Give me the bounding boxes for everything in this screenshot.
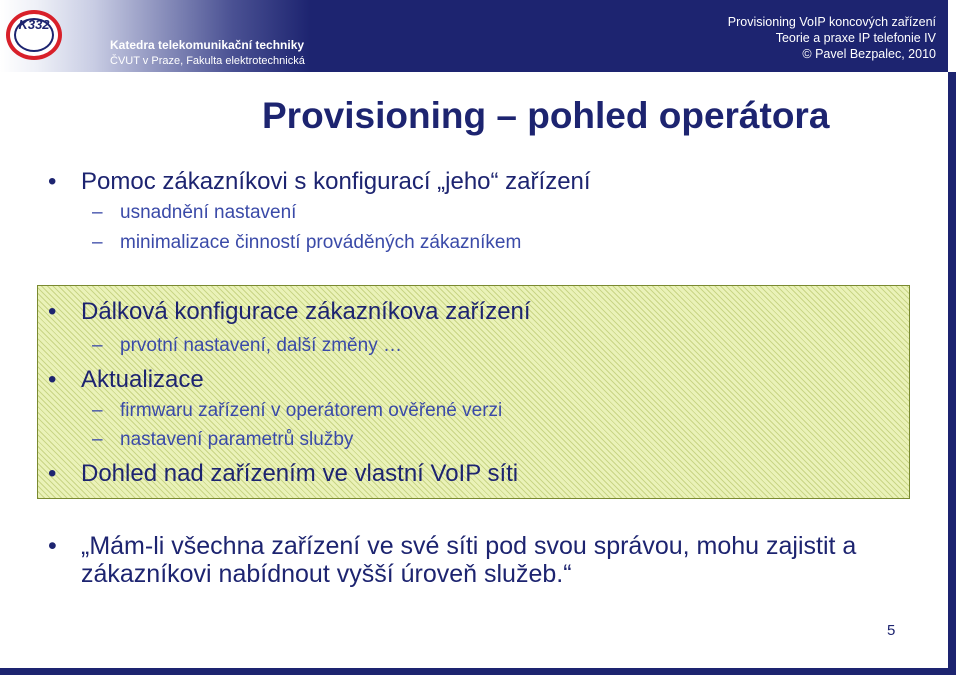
slide-title: Provisioning – pohled operátora [262, 95, 830, 136]
department-name: Katedra telekomunikační techniky [110, 38, 305, 52]
bullet-icon: • [48, 168, 57, 195]
course-subtitle: Teorie a praxe IP telefonie IV [775, 31, 936, 45]
course-info [728, 14, 936, 62]
dash-icon: – [92, 335, 103, 356]
faculty-name: ČVUT v Praze, Fakulta elektrotechnická [110, 55, 305, 67]
sub-bullet-text: prvotní nastavení, další změny … [120, 335, 402, 356]
right-edge-bar [948, 72, 956, 675]
sub-bullet-text: firmwaru zařízení v operátorem ověřené verzi [120, 400, 503, 421]
sub-bullet-text: nastavení parametrů služby [120, 429, 354, 450]
page-number: 5 [887, 622, 896, 639]
quote-text: „Mám-li všechna zařízení ve své síti pod svou správou, mohu zajistit a zákazníkovi nabídnout vyšší úroveň služeb.“ [81, 532, 857, 588]
bullet-icon: • [48, 532, 57, 560]
copyright: © Pavel Bezpalec, 2010 [802, 47, 936, 61]
logo-text: K332 [18, 17, 50, 32]
bullet-icon: • [48, 366, 57, 393]
bullet-text: Dohled nad zařízením ve vlastní VoIP síti [81, 460, 519, 487]
dash-icon: – [92, 232, 103, 253]
header-bar [0, 0, 948, 72]
sub-bullet-text: minimalizace činností prováděných zákazníkem [120, 232, 522, 253]
bullet-text: Aktualizace [81, 366, 204, 393]
dash-icon: – [92, 202, 103, 223]
bullet-icon: • [48, 298, 57, 325]
course-title: Provisioning VoIP koncových zařízení [727, 15, 936, 29]
bottom-edge-bar [0, 668, 956, 675]
bullet-text: Pomoc zákazníkovi s konfigurací „jeho“ zařízení [81, 168, 591, 195]
dash-icon: – [92, 429, 103, 450]
bullet-icon: • [48, 460, 57, 487]
dash-icon: – [92, 400, 103, 421]
bullet-text: Dálková konfigurace zákazníkova zařízení [81, 298, 531, 325]
sub-bullet-text: usnadnění nastavení [120, 202, 297, 223]
